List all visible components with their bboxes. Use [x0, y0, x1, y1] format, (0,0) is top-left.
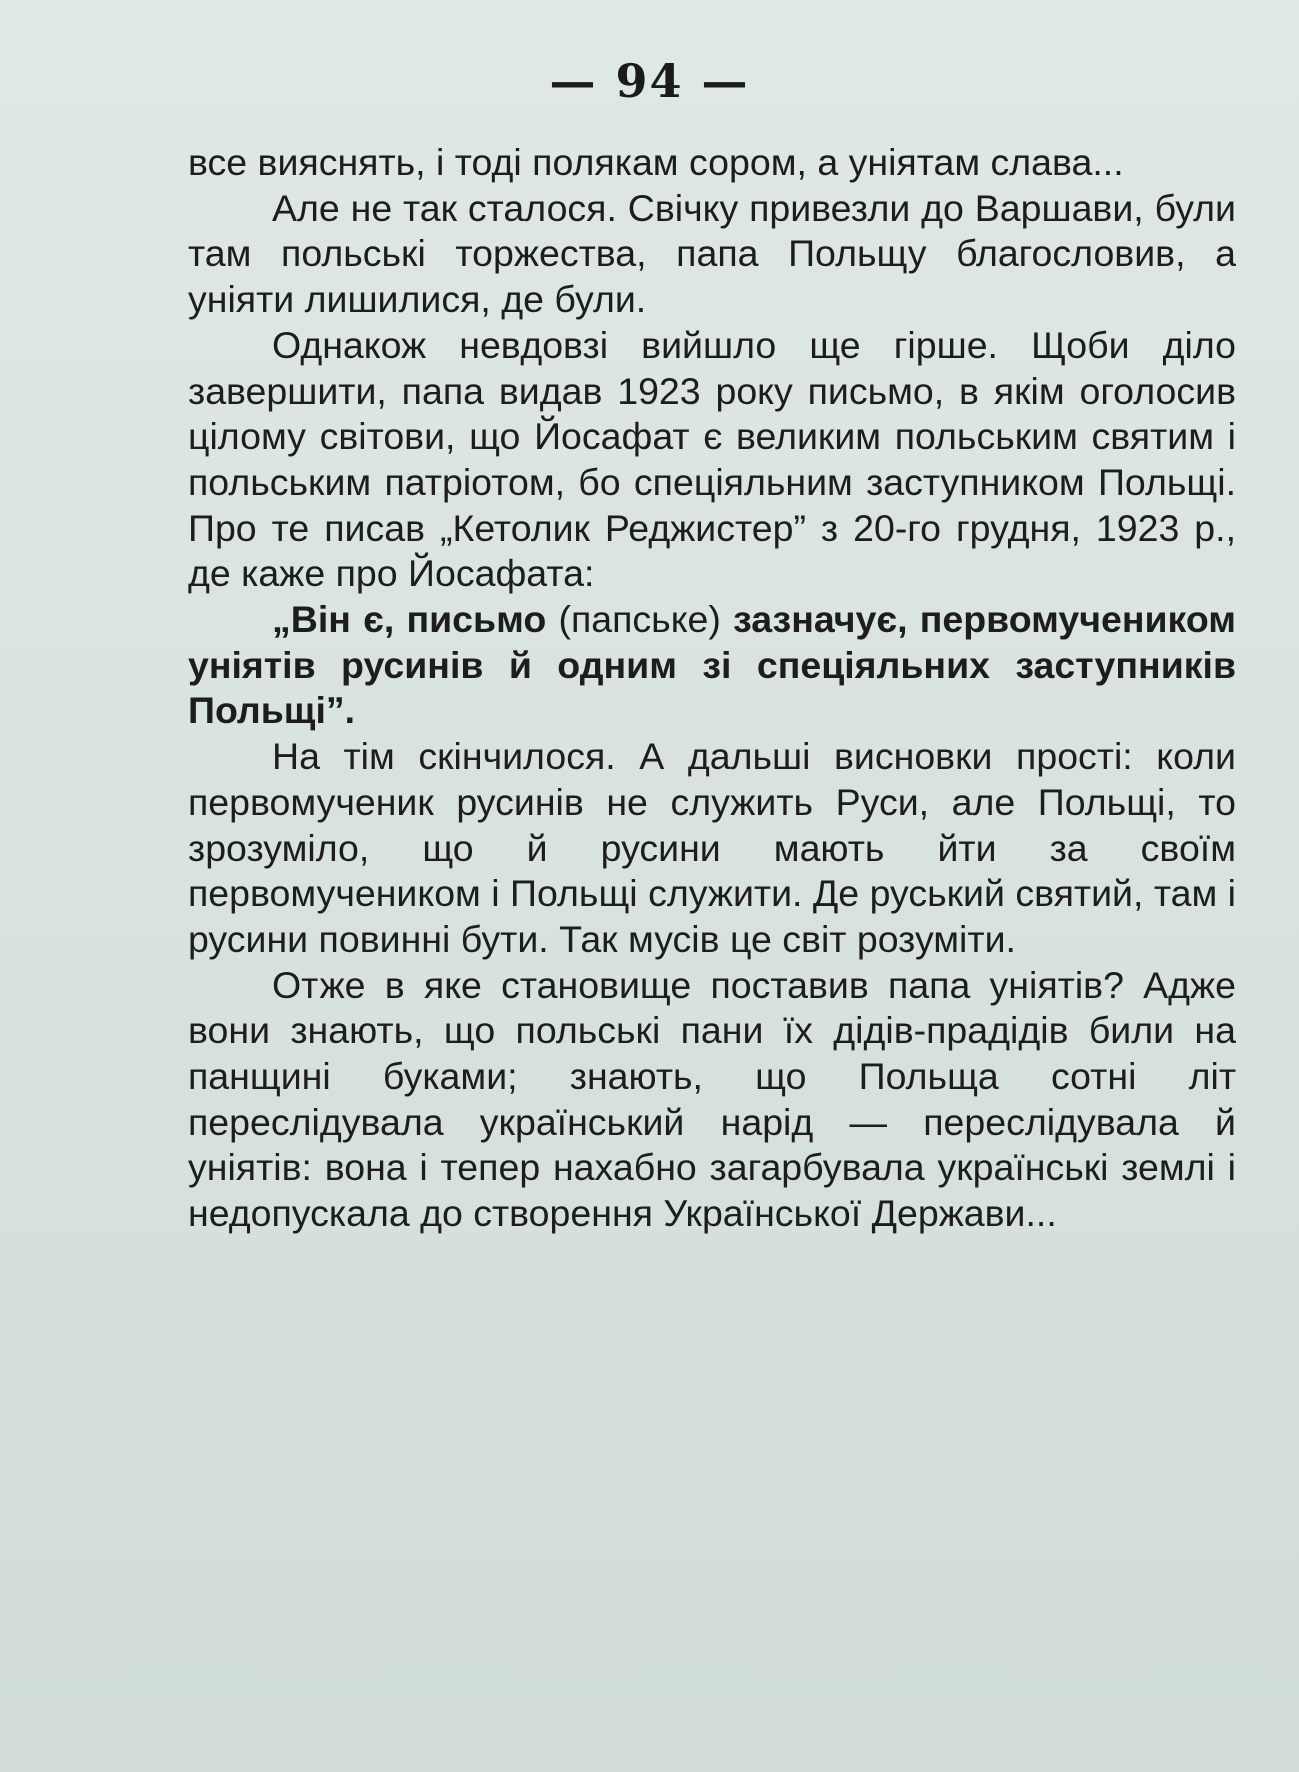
paragraph-quote	[188, 597, 1236, 734]
paragraph-candle: Але не так сталося. Свічку привезли до Варшави, були там польські торжества, папа Польщу благословив, а уніяти лишилися, де були.	[188, 186, 1236, 321]
quote-aside: (папське)	[558, 598, 721, 641]
paragraph-conclusions: На тім скінчилося. А дальші висновки прості: коли первомученик русинів не служить Руси, але Польщі, то зрозуміло, що й русини мають йти за своїм первомучеником і Польщі служити. Де руський святий, там і русини повинні бути. Так мусів це світ розуміти.	[188, 735, 1236, 960]
page-number: — 94 —	[549, 54, 750, 108]
quote-rest: зазначує, первомучеником уніятів русинів й одним зі спеціяльних заступників Польщі”.	[188, 598, 1236, 732]
body-text	[188, 140, 1236, 1237]
paragraph-situation: Отже в яке становище поставив папа уніятів? Адже вони знають, що польські пани їх дідів-прадідів били на панщині буками; знають, що Польща сотні літ переслідувала український нарід — переслідувала й уніятів: вона і тепер нахабно загарбувала українські землі і недопускала до створення Української Держави...	[188, 963, 1236, 1235]
quote-lead: „Він є, письмо	[272, 598, 547, 641]
paragraph-continuation: все вияснять, і тоді полякам сором, а уніятам слава...	[188, 141, 1124, 183]
paragraph-letter: Однакож невдовзі вийшло ще гірше. Щоби діло завершити, папа видав 1923 року письмо, в якім оголосив цілому світови, що Йосафат є великим польським святим і польським патріотом, бо спеціяльним заступником Польщі. Про те писав „Кетолик Реджистер” з 20-го грудня, 1923 р., де каже про Йосафата:	[188, 323, 1236, 595]
